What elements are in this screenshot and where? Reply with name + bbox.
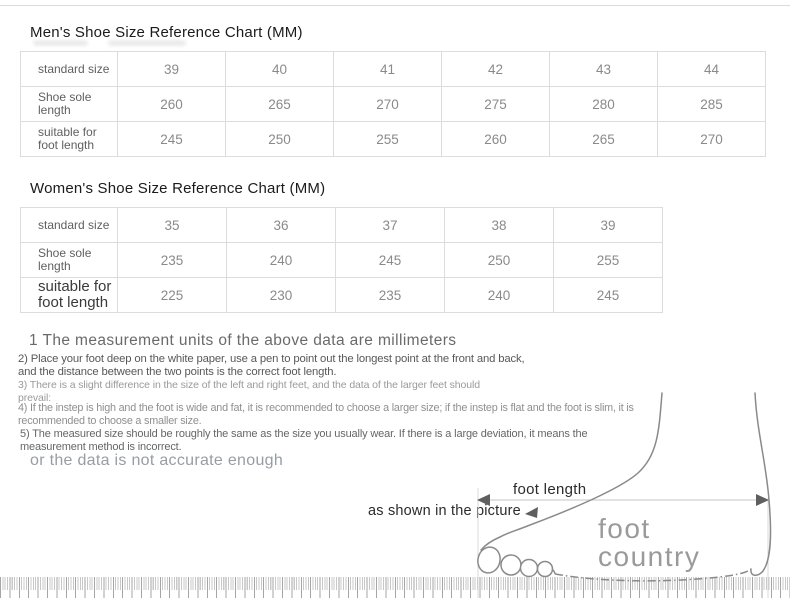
- size-value-cell: 255: [554, 243, 663, 278]
- caption-arrow-icon: [525, 507, 538, 518]
- size-value-cell: 38: [445, 208, 554, 243]
- row-label-cell: standard size: [21, 208, 118, 243]
- size-value-cell: 255: [334, 122, 442, 157]
- mens-chart-title: Men's Shoe Size Reference Chart (MM): [30, 24, 303, 41]
- size-value-cell: 225: [118, 278, 227, 313]
- size-value-cell: 40: [226, 52, 334, 87]
- note-line: 4) If the instep is high and the foot is wide and fat, it is recommended to choose a larger size; if the instep is flat and the foot is slim, it is: [18, 402, 634, 414]
- note-line: prevail:: [18, 391, 52, 404]
- note-line: measurement method is incorrect.: [20, 441, 182, 453]
- note-measurement-units: 1 The measurement units of the above data are millimeters: [29, 332, 457, 349]
- size-value-cell: 44: [658, 52, 766, 87]
- note-line: and the distance between the two points is the correct foot length.: [18, 366, 337, 378]
- foot-diagram: [355, 370, 790, 602]
- size-value-cell: 260: [442, 122, 550, 157]
- mens-size-table: [20, 51, 766, 157]
- table-row: [21, 278, 663, 313]
- note-line: 5) The measured size should be roughly the same as the size you usually wear. If there is a large deviation, it means the: [20, 428, 588, 440]
- table-row: [21, 243, 663, 278]
- note-line: recommended to choose a smaller size.: [18, 415, 202, 427]
- table-row: [21, 87, 766, 122]
- size-value-cell: 250: [226, 122, 334, 157]
- size-value-cell: 39: [554, 208, 663, 243]
- size-value-cell: 37: [336, 208, 445, 243]
- toe-shape: [501, 555, 521, 575]
- diagram-caption: as shown in the picture: [368, 503, 521, 519]
- womens-chart-title: Women's Shoe Size Reference Chart (MM): [30, 180, 326, 197]
- size-value-cell: 245: [118, 122, 226, 157]
- table-row: [21, 52, 766, 87]
- size-value-cell: 245: [554, 278, 663, 313]
- size-value-cell: 280: [550, 87, 658, 122]
- size-value-cell: 35: [118, 208, 227, 243]
- size-value-cell: 235: [336, 278, 445, 313]
- size-value-cell: 265: [226, 87, 334, 122]
- size-value-cell: 39: [118, 52, 226, 87]
- size-value-cell: 230: [227, 278, 336, 313]
- big-toe-shape: [475, 545, 503, 576]
- foot-length-label: foot length: [513, 481, 587, 498]
- arrow-right-icon: [756, 494, 769, 506]
- table-row: [21, 122, 766, 157]
- toe-shape: [521, 560, 538, 577]
- row-label-cell: Shoe sole length: [21, 87, 118, 122]
- size-value-cell: 41: [334, 52, 442, 87]
- size-value-cell: 42: [442, 52, 550, 87]
- size-value-cell: 36: [227, 208, 336, 243]
- row-label-cell: suitable for foot length: [21, 278, 118, 313]
- watermark-text: foot: [598, 513, 651, 544]
- size-value-cell: 265: [550, 122, 658, 157]
- toe-shape: [538, 562, 553, 577]
- size-value-cell: 270: [658, 122, 766, 157]
- size-value-cell: 43: [550, 52, 658, 87]
- size-value-cell: 250: [445, 243, 554, 278]
- size-value-cell: 240: [445, 278, 554, 313]
- top-divider-line: [0, 5, 790, 6]
- size-value-cell: 260: [118, 87, 226, 122]
- watermark-text: country: [598, 541, 701, 572]
- note-line: 2) Place your foot deep on the white paper, use a pen to point out the longest point at the front and back,: [18, 353, 525, 365]
- note-line: 3) There is a slight difference in the size of the left and right feet, and the data of the larger feet should: [18, 379, 480, 391]
- table-row: [21, 208, 663, 243]
- note-data-accuracy: or the data is not accurate enough: [30, 452, 284, 469]
- size-value-cell: 240: [227, 243, 336, 278]
- size-value-cell: 235: [118, 243, 227, 278]
- size-value-cell: 270: [334, 87, 442, 122]
- row-label-cell: suitable for foot length: [21, 122, 118, 157]
- size-value-cell: 245: [336, 243, 445, 278]
- size-value-cell: 285: [658, 87, 766, 122]
- size-value-cell: 275: [442, 87, 550, 122]
- row-label-cell: Shoe sole length: [21, 243, 118, 278]
- arrow-left-icon: [477, 494, 490, 506]
- womens-size-table: [20, 207, 663, 313]
- row-label-cell: standard size: [21, 52, 118, 87]
